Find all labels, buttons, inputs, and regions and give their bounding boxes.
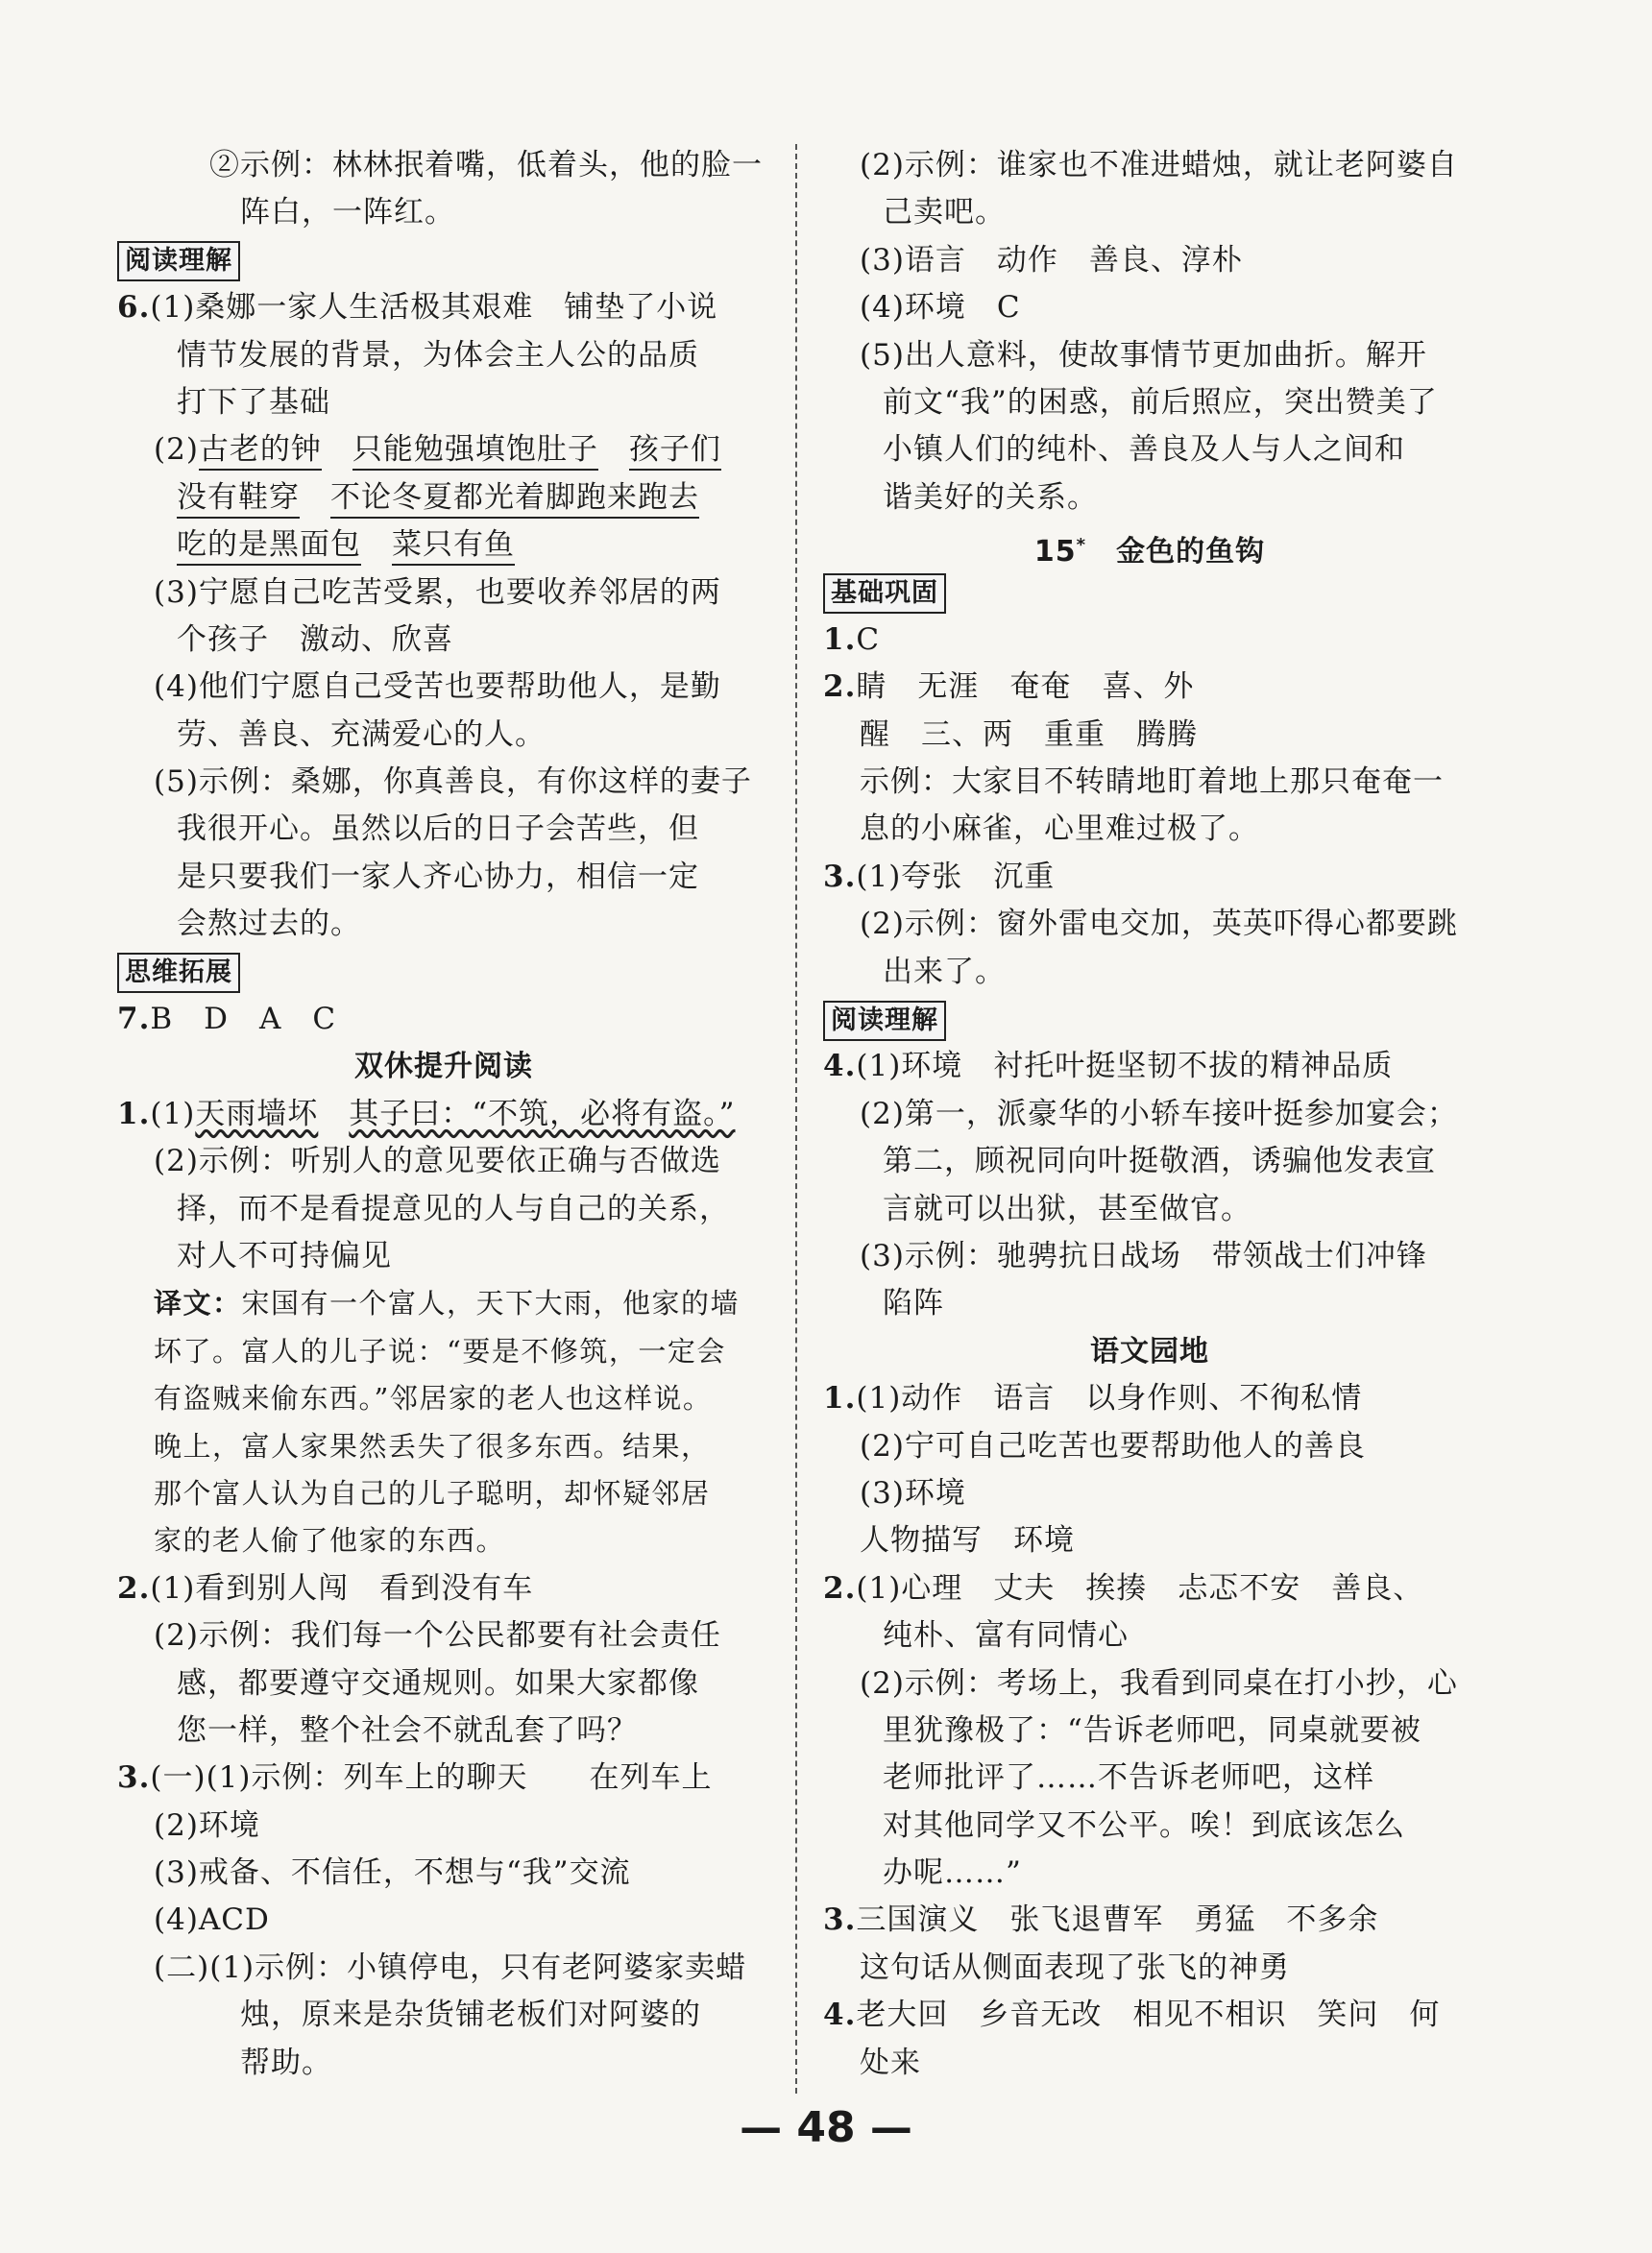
wavy-underlined-phrase: 其子曰：“不筑，必将有盗。” <box>349 1096 736 1131</box>
text-line: (5)示例：桑娜，你真善良，有你这样的妻子 <box>154 764 752 800</box>
answer-line <box>117 284 770 331</box>
answer-line <box>117 1091 770 1138</box>
question-number: 6. <box>117 290 151 326</box>
text-line: 个孩子 激动、欣喜 <box>177 621 453 657</box>
question-number: 2. <box>823 669 857 705</box>
text-line: 感，都要遵守交通规则。如果大家都像 <box>177 1665 699 1701</box>
answer-text: 三国演义 张飞退曹军 勇猛 不多余 <box>856 1902 1379 1938</box>
underlined-phrase: 吃的是黑面包 <box>177 527 361 566</box>
text-line: (2)示例：我们每一个公民都要有社会责任 <box>154 1618 721 1654</box>
text-line: 这句话从侧面表现了张飞的神勇 <box>860 1950 1290 1985</box>
answer-text: (1)看到别人闯 看到没有车 <box>150 1570 534 1606</box>
text-line: 处来 <box>860 2045 921 2080</box>
question-number: 1. <box>823 1381 857 1417</box>
text-line: ②示例：林林抿着嘴，低着头，他的脸一 <box>209 148 763 182</box>
text-line: 阵白，一阵红。 <box>240 195 455 230</box>
text-line: 示例：大家目不转睛地盯着地上那只奄奄一 <box>860 764 1444 800</box>
text-line: (2)环境 <box>154 1807 260 1843</box>
text-line: (5)出人意料，使故事情节更加曲折。解开 <box>860 337 1427 373</box>
text-line: 烛，原来是杂货铺老板们对阿婆的 <box>240 1998 701 2033</box>
text-line: (二)(1)示例：小镇停电，只有老阿婆家卖蜡 <box>154 1950 747 1985</box>
section-heading: 双休提升阅读 <box>354 1050 533 1084</box>
answer-text: (一)(1)示例：列车上的聊天 在列车上 <box>150 1760 713 1796</box>
text-line: (4)环境 C <box>860 290 1021 326</box>
text-line: 第二，顾祝同向叶挺敬酒，诱骗他发表宣 <box>883 1144 1436 1179</box>
text-line: 帮助。 <box>240 2045 332 2080</box>
section-tag-reading <box>117 237 770 284</box>
answer-line <box>823 664 1476 711</box>
question-number: 3. <box>823 1902 857 1938</box>
section-tag-label: 基础巩固 <box>823 573 946 614</box>
text-line: 打下了基础 <box>177 384 330 420</box>
section-tag-label: 阅读理解 <box>823 1001 946 1041</box>
text-line: 会熬过去的。 <box>177 907 361 942</box>
text-line: 息的小麻雀，心里难过极了。 <box>860 812 1259 847</box>
answer-line <box>117 1565 770 1612</box>
page-number: — 48 — <box>740 2103 912 2152</box>
text-line: 己卖吧。 <box>883 195 1006 230</box>
column-divider <box>795 144 797 2094</box>
text-line: 谐美好的关系。 <box>883 479 1098 515</box>
text-line: (2)第一，派豪华的小轿车接叶挺参加宴会； <box>860 1096 1458 1131</box>
text-line: 陷阵 <box>883 1286 944 1321</box>
lesson-title: 金色的鱼钩 <box>1116 535 1266 569</box>
section-heading: 语文园地 <box>1090 1334 1209 1369</box>
underlined-phrase: 孩子们 <box>629 432 721 471</box>
text-line: 老师批评了……不告诉老师吧，这样 <box>883 1760 1374 1796</box>
text-line: 小镇人们的纯朴、善良及人与人之间和 <box>883 432 1405 468</box>
answer-line <box>823 854 1476 901</box>
underlined-phrase: 不论冬夏都光着脚跑来跑去 <box>330 480 699 519</box>
answer-text: (1)环境 衬托叶挺坚韧不拔的精神品质 <box>856 1049 1394 1084</box>
text-line: 对其他同学又不公平。唉！到底该怎么 <box>883 1807 1405 1843</box>
answer-line <box>117 474 770 521</box>
text-line: 醒 三、两 重重 腾腾 <box>860 716 1198 752</box>
text-line: 里犹豫极了：“告诉老师吧，同桌就要被 <box>883 1712 1421 1748</box>
answer-line <box>823 1565 1476 1612</box>
question-number: 2. <box>823 1570 857 1606</box>
section-tag-thinking <box>117 949 770 996</box>
question-number: 4. <box>823 1998 857 2033</box>
section-tag-basic <box>823 569 1476 617</box>
wavy-underlined-phrase: 天雨墙坏 <box>195 1096 319 1131</box>
answer-line <box>117 426 770 473</box>
answer-text: C <box>856 621 881 657</box>
question-number: 2. <box>117 1570 151 1606</box>
question-number: 3. <box>117 1760 151 1796</box>
answer-line <box>117 996 770 1043</box>
answer-line <box>117 521 770 569</box>
underlined-phrase: 古老的钟 <box>199 432 322 471</box>
lesson-number: 15 <box>1033 535 1077 569</box>
question-number: 3. <box>823 859 857 894</box>
text-line: (2)示例：考场上，我看到同桌在打小抄，心 <box>860 1665 1458 1701</box>
translation-label: 译文： <box>154 1287 242 1320</box>
question-number: 1. <box>823 621 857 657</box>
text-line: (2)示例：谁家也不准进蜡烛，就让老阿婆自 <box>860 148 1458 182</box>
text-line: (4)他们宁愿自己受苦也要帮助他人，是勤 <box>154 669 721 705</box>
answer-line <box>823 1043 1476 1090</box>
text-line: 对人不可持偏见 <box>177 1238 392 1273</box>
text-line: 纯朴、富有同情心 <box>883 1618 1129 1654</box>
text-line: 人物描写 环境 <box>860 1523 1075 1559</box>
answer-prefix: (1) <box>150 1096 196 1131</box>
translation-line: 那个富人认为自己的儿子聪明，却怀疑邻居 <box>154 1476 711 1510</box>
translation-text: 宋国有一个富人，天下大雨，他家的墙 <box>241 1287 741 1320</box>
translation-line: 有盗贼来偷东西。”邻居家的老人也这样说。 <box>154 1382 713 1416</box>
text-line: (3)语言 动作 善良、淳朴 <box>860 242 1243 278</box>
translation-line <box>117 1280 770 1327</box>
answer-text: (1)夸张 沉重 <box>856 859 1056 894</box>
section-tag-label: 思维拓展 <box>117 953 240 993</box>
text-line: (2)示例：窗外雷电交加，英英吓得心都要跳 <box>860 907 1458 942</box>
text-line: 情节发展的背景，为体会主人公的品质 <box>177 337 699 373</box>
left-column <box>117 142 770 2087</box>
text-line: 言就可以出狱，甚至做官。 <box>883 1191 1251 1226</box>
text-line: 劳、善良、充满爱心的人。 <box>177 716 546 752</box>
answer-text: (1)动作 语言 以身作则、不徇私情 <box>856 1381 1363 1417</box>
text-line: (2)宁可自己吃苦也要帮助他人的善良 <box>860 1428 1366 1464</box>
underlined-phrase: 没有鞋穿 <box>177 480 300 519</box>
answer-text: (1)心理 丈夫 挨揍 忐忑不安 善良、 <box>856 1570 1424 1606</box>
text-line: 您一样，整个社会不就乱套了吗？ <box>177 1712 638 1748</box>
question-number: 4. <box>823 1049 857 1084</box>
text-line: 出来了。 <box>883 954 1006 989</box>
answer-line <box>823 617 1476 664</box>
answer-line <box>823 1992 1476 2039</box>
answer-line <box>823 1897 1476 1944</box>
answer-text: 睛 无涯 奄奄 喜、外 <box>856 669 1195 705</box>
lesson-heading <box>823 521 1476 569</box>
question-number: 1. <box>117 1096 151 1131</box>
text-line: 我很开心。虽然以后的日子会苦些，但 <box>177 812 699 847</box>
question-number: 7. <box>117 1002 151 1037</box>
answer-text: 老大回 乡音无改 相见不相识 笑问 何 <box>856 1998 1441 2033</box>
underlined-phrase: 只能勉强填饱肚子 <box>352 432 598 471</box>
underlined-phrase: 菜只有鱼 <box>392 527 515 566</box>
right-column <box>823 142 1476 2087</box>
translation-line: 坏了。富人的儿子说：“要是不修筑，一定会 <box>154 1334 726 1368</box>
text-line: (3)宁愿自己吃苦受累，也要收养邻居的两 <box>154 574 721 610</box>
section-tag-reading <box>823 996 1476 1043</box>
text-line: (4)ACD <box>154 1902 270 1938</box>
translation-line: 晚上，富人家果然丢失了很多东西。结果， <box>154 1429 711 1463</box>
answer-line <box>823 1375 1476 1422</box>
answer-line <box>117 1755 770 1802</box>
translation-line: 家的老人偷了他家的东西。 <box>154 1524 506 1558</box>
text-line: 办呢……” <box>883 1855 1022 1891</box>
text-line: (3)戒备、不信任，不想与“我”交流 <box>154 1855 631 1891</box>
answer-text: (1)桑娜一家人生活极其艰难 铺垫了小说 <box>150 290 718 326</box>
answer-prefix: (2) <box>154 432 199 468</box>
text-line: (3)示例：驰骋抗日战场 带领战士们冲锋 <box>860 1238 1427 1273</box>
text-line: 前文“我”的困惑，前后照应，突出赞美了 <box>883 384 1438 420</box>
section-tag-label: 阅读理解 <box>117 241 240 281</box>
text-line: (2)示例：听别人的意见要依正确与否做选 <box>154 1144 721 1179</box>
lesson-star: * <box>1076 535 1087 556</box>
answer-text: B D A C <box>150 1002 337 1037</box>
text-line: 择，而不是看提意见的人与自己的关系， <box>177 1191 730 1226</box>
text-line: 是只要我们一家人齐心协力，相信一定 <box>177 859 699 894</box>
text-line: (3)环境 <box>860 1475 966 1511</box>
